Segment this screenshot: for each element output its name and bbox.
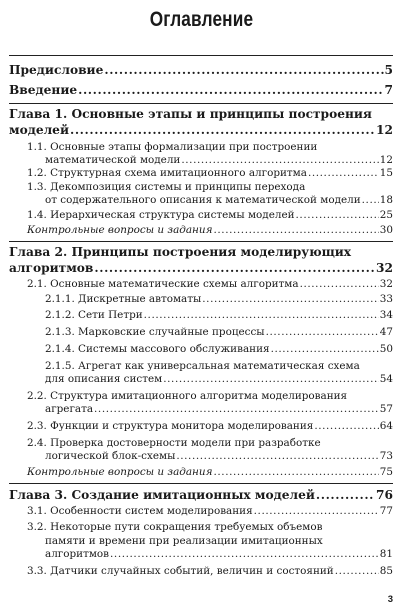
toc-label: 2.1.1. Дискретные автоматы <box>45 293 202 305</box>
toc-label: Введение <box>9 83 78 97</box>
toc-page: 25 <box>379 209 393 221</box>
toc-section-3-1[interactable] <box>27 505 393 518</box>
dot-leader <box>181 154 378 167</box>
toc-subsection-2-1-4[interactable] <box>45 343 393 356</box>
toc-section-1-4[interactable] <box>27 209 393 222</box>
dot-leader <box>144 309 379 322</box>
toc-page: 7 <box>384 83 393 97</box>
divider <box>9 241 393 242</box>
page-number: 3 <box>387 594 393 605</box>
toc-page: 54 <box>379 373 393 385</box>
dot-leader <box>213 466 378 479</box>
dot-leader <box>94 403 379 416</box>
toc-page: 33 <box>379 293 393 305</box>
toc-page: 64 <box>379 420 393 432</box>
toc-page: 47 <box>379 326 393 338</box>
toc-label: 3.1. Особенности систем моделирования <box>27 505 253 517</box>
toc-page: 5 <box>384 63 393 77</box>
toc-section-1-1[interactable] <box>27 141 393 167</box>
page-title: Оглавление <box>149 8 254 31</box>
toc-entry-introduction[interactable] <box>9 83 393 97</box>
toc-label: 2.4. Проверка достоверности модели при разработке <box>27 437 321 449</box>
chapter-title-line: алгоритмов <box>9 261 94 275</box>
toc-label: для описания систем <box>45 373 163 385</box>
toc-chapter-2[interactable] <box>9 244 393 276</box>
toc-label: логической блок-схемы <box>45 450 176 462</box>
chapter-title-line: Глава 1. Основные этапы и принципы построения <box>9 107 372 121</box>
toc-label: агрегата <box>45 403 94 415</box>
toc-section-2-3[interactable] <box>27 420 393 433</box>
divider <box>9 483 393 484</box>
toc-subsection-2-1-3[interactable] <box>45 326 393 339</box>
toc-page: 57 <box>379 403 393 415</box>
toc-review-questions-2[interactable] <box>27 466 393 479</box>
dot-leader <box>314 420 378 433</box>
toc-label: Контрольные вопросы и задания <box>27 224 213 236</box>
toc-section-3-3[interactable] <box>27 565 393 578</box>
toc-page: 32 <box>376 261 393 275</box>
toc-label: 2.3. Функции и структура монитора моделирования <box>27 420 314 432</box>
dot-leader <box>104 63 383 77</box>
toc-page: 30 <box>379 224 393 236</box>
dot-leader <box>271 343 379 356</box>
toc-label: памяти и времени при реализации имитационных <box>45 534 323 547</box>
toc-subsection-2-1-2[interactable] <box>45 309 393 322</box>
dot-leader <box>202 293 378 306</box>
toc-label: Предисловие <box>9 63 104 77</box>
chapter-title-line: Глава 2. Принципы построения моделирующих <box>9 245 352 259</box>
toc-label: 2.1.4. Системы массового обслуживания <box>45 343 270 355</box>
dot-leader <box>213 224 378 237</box>
toc-label: 1.2. Структурная схема имитационного алгоритма <box>27 167 307 179</box>
toc-label: 2.1.5. Агрегат как универсальная математическая схема <box>45 360 360 372</box>
toc-page: 12 <box>376 123 393 137</box>
toc-page: 76 <box>376 488 393 502</box>
toc-page: 15 <box>379 167 393 179</box>
toc-label: 1.1. Основные этапы формализации при построении <box>27 141 318 153</box>
divider <box>9 55 393 56</box>
toc-section-1-3[interactable] <box>27 181 393 207</box>
dot-leader <box>176 450 378 463</box>
toc-section-1-2[interactable] <box>27 167 393 180</box>
toc-label: алгоритмов <box>45 548 110 560</box>
toc-subsection-2-1-1[interactable] <box>45 293 393 306</box>
toc-label: от содержательного описания к математической модели <box>45 194 361 206</box>
dot-leader <box>110 548 379 562</box>
dot-leader <box>266 326 379 339</box>
dot-leader <box>335 565 379 578</box>
toc-chapter-3[interactable] <box>9 487 393 503</box>
toc-page: 12 <box>379 154 393 166</box>
toc-section-2-4[interactable] <box>27 437 393 463</box>
toc-section-2-2[interactable] <box>27 390 393 416</box>
toc-label: 2.2. Структура имитационного алгоритма моделирования <box>27 390 348 402</box>
toc-page: 75 <box>379 466 393 478</box>
toc-label: 2.1. Основные математические схемы алгоритма <box>27 278 299 290</box>
toc-page: 34 <box>379 309 393 321</box>
dot-leader <box>94 260 375 276</box>
toc-section-3-2[interactable] <box>27 521 393 562</box>
dot-leader <box>70 122 375 138</box>
chapter-title-line: Глава 3. Создание имитационных моделей <box>9 488 315 502</box>
divider <box>9 103 393 104</box>
chapter-title-line: моделей <box>9 123 69 137</box>
dot-leader <box>163 373 379 386</box>
toc-page: 81 <box>379 548 393 560</box>
toc-label: 1.3. Декомпозиция системы и принципы перехода <box>27 181 306 193</box>
dot-leader <box>316 487 375 503</box>
toc-page: 50 <box>379 343 393 355</box>
dot-leader <box>296 209 379 222</box>
toc-page: 32 <box>379 278 393 290</box>
dot-leader <box>254 505 379 518</box>
toc-label: 3.3. Датчики случайных событий, величин и состояний <box>27 565 334 577</box>
toc-section-2-1[interactable] <box>27 278 393 291</box>
dot-leader <box>300 278 379 291</box>
toc-label: 2.1.3. Марковские случайные процессы <box>45 326 265 338</box>
toc-label: 2.1.2. Сети Петри <box>45 309 143 321</box>
dot-leader <box>78 83 383 97</box>
dot-leader <box>362 194 379 207</box>
toc-label: 1.4. Иерархическая структура системы моделей <box>27 209 295 221</box>
toc-label: Контрольные вопросы и задания <box>27 466 213 478</box>
dot-leader <box>308 167 379 180</box>
toc-page: 73 <box>379 450 393 462</box>
toc-entry-preface[interactable] <box>9 63 393 77</box>
toc-page: 18 <box>379 194 393 206</box>
toc-review-questions-1[interactable] <box>27 224 393 237</box>
toc-label: 3.2. Некоторые пути сокращения требуемых объемов <box>27 521 323 533</box>
toc-chapter-1[interactable] <box>9 106 393 138</box>
toc-page: 77 <box>379 505 393 517</box>
toc-page: 85 <box>379 565 393 577</box>
toc-label: математической модели <box>45 154 181 166</box>
toc-subsection-2-1-5[interactable] <box>45 360 393 386</box>
